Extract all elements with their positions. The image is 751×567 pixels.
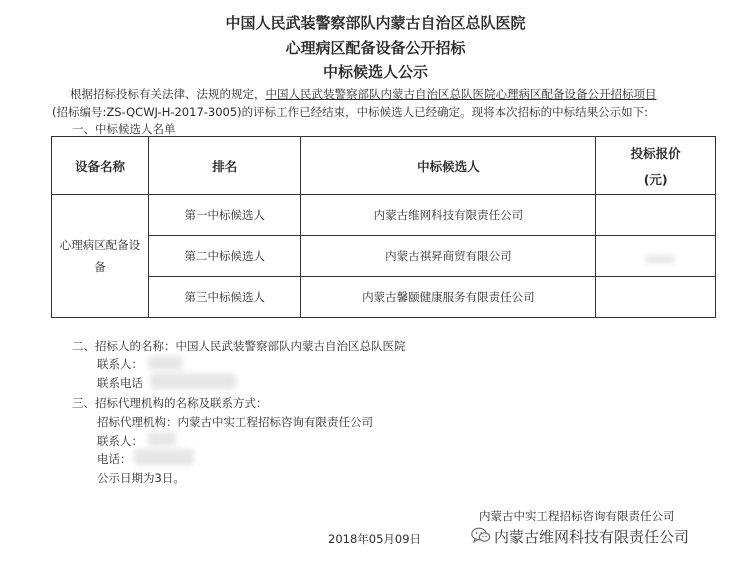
candidate-table — [51, 136, 716, 318]
signature-company: 内蒙古中实工程招标咨询有限责任公司 — [479, 509, 675, 523]
equipment-name: 心理病区配备设备 — [59, 238, 141, 274]
intro-text: 根据招标投标有关法律、法规的规定， — [70, 87, 266, 101]
table-header-row — [52, 137, 716, 195]
intro-paragraph — [70, 86, 657, 102]
table-row — [52, 195, 716, 236]
rank-cell: 第三中标候选人 — [149, 277, 301, 318]
candidate-cell: 内蒙古馨颐健康服务有限责任公司 — [301, 277, 596, 318]
candidate-cell: 内蒙古维网科技有限责任公司 — [301, 195, 596, 236]
section-2-heading: 二、招标人的名称：中国人民武装警察部队内蒙古自治区总队医院 — [72, 339, 406, 353]
agency-phone-label: 电话： — [97, 452, 132, 466]
page-subtitle: 心理病区配备设备公开招标 — [285, 39, 466, 57]
header-candidate: 中标候选人 — [301, 137, 596, 195]
redacted-contact — [148, 356, 182, 370]
header-price-line2: (元) — [643, 171, 668, 187]
section-1-heading: 一、中标候选人名单 — [72, 122, 176, 136]
signature-date: 2018年05月09日 — [328, 532, 422, 546]
price-cell — [596, 195, 716, 236]
header-price-line1: 投标报价 — [630, 145, 681, 161]
page-title: 中国人民武装警察部队内蒙古自治区总队医院 — [225, 14, 526, 32]
section-3-heading: 三、招标代理机构的名称及联系方式： — [72, 396, 268, 410]
intro-paragraph-line2: (招标编号:ZS-QCWJ-H-2017-3005)的评标工作已经结束，中标候选人已经确定。现将本次招标的中标结果公示如下: — [52, 105, 649, 119]
price-cell — [596, 277, 716, 318]
notice-period: 公示日期为3日。 — [97, 471, 185, 485]
equipment-name-cell — [52, 195, 149, 318]
header-price — [596, 137, 716, 195]
redacted-agency-contact — [148, 432, 176, 446]
notice-heading: 中标候选人公示 — [322, 63, 428, 81]
header-rank: 排名 — [149, 137, 301, 195]
redacted-agency-phone — [134, 449, 194, 465]
table-row — [52, 236, 716, 277]
redacted-phone — [150, 373, 236, 389]
tenderer-contact-label: 联系人： — [97, 357, 143, 371]
agency-name-line: 招标代理机构：内蒙古中实工程招标咨询有限责任公司 — [97, 415, 373, 429]
candidate-cell: 内蒙古祺昇商贸有限公司 — [301, 236, 596, 277]
rank-cell: 第一中标候选人 — [149, 195, 301, 236]
redacted-price — [645, 255, 675, 263]
table-row — [52, 277, 716, 318]
project-name: 中国人民武装警察部队内蒙古自治区总队医院心理病区配备设备公开招标项目 — [265, 87, 657, 101]
watermark-brand: 内蒙古维网科技有限责任公司 — [494, 528, 690, 546]
rank-cell: 第二中标候选人 — [149, 236, 301, 277]
agency-contact-label: 联系人： — [97, 434, 143, 448]
wechat-icon — [471, 527, 491, 543]
tenderer-phone-label: 联系电话 — [97, 376, 143, 390]
header-equipment: 设备名称 — [52, 137, 149, 195]
